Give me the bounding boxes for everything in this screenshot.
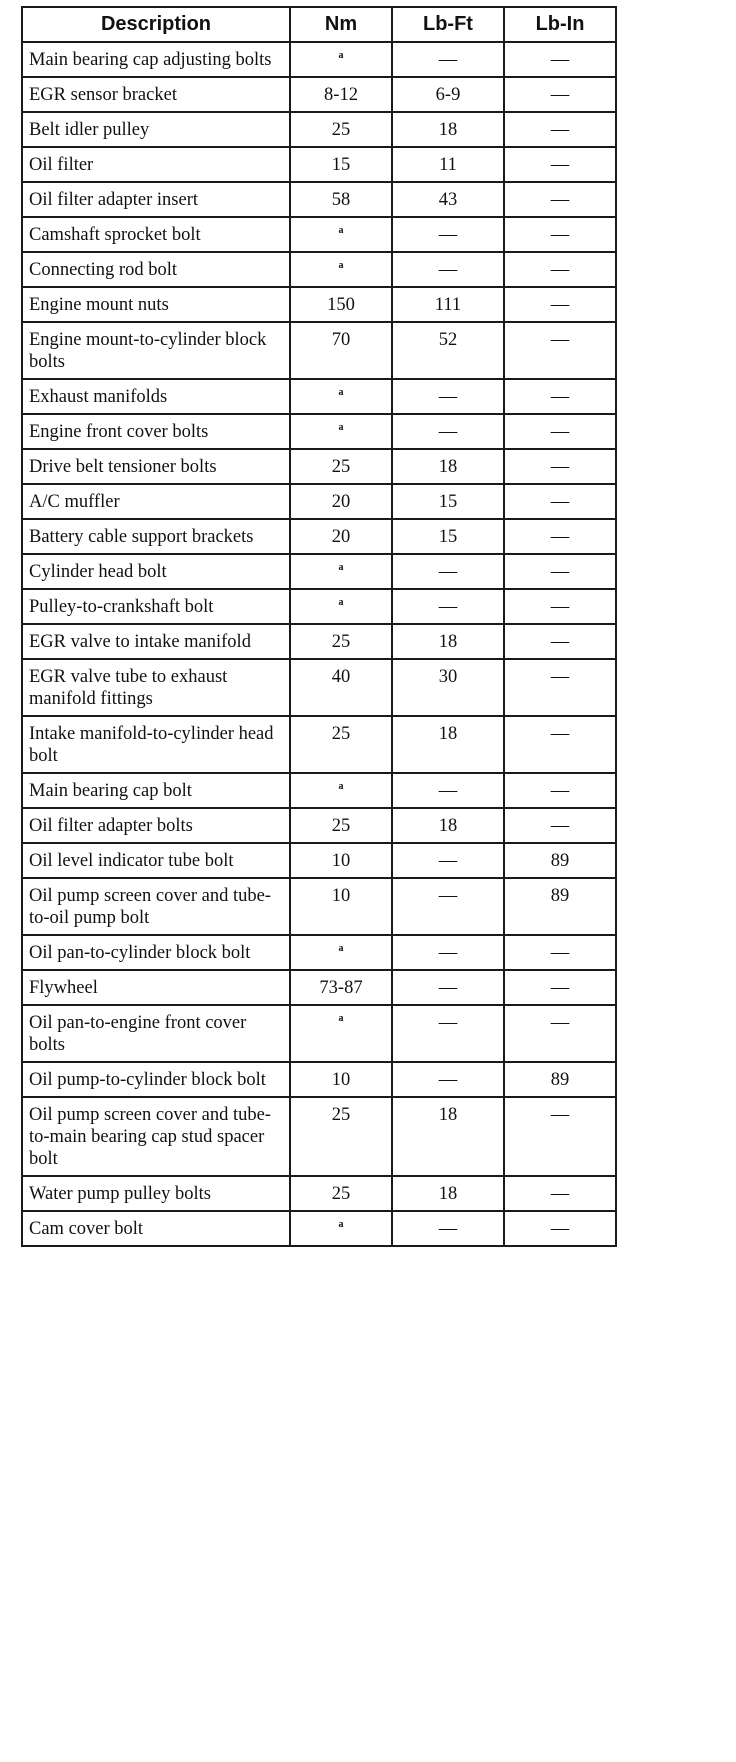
table-header-row <box>22 7 616 42</box>
cell-description: Oil filter adapter bolts <box>22 808 290 843</box>
cell-nm: 25 <box>290 716 392 773</box>
cell-lb-in: — <box>504 716 616 773</box>
cell-lb-ft: — <box>392 935 504 970</box>
cell-nm: 40 <box>290 659 392 716</box>
cell-lb-ft: — <box>392 1005 504 1062</box>
cell-nm: 10 <box>290 878 392 935</box>
cell-lb-in: — <box>504 252 616 287</box>
cell-nm: a <box>290 773 392 808</box>
cell-lb-in: — <box>504 379 616 414</box>
cell-description: Oil pump screen cover and tube-to-oil pump bolt <box>22 878 290 935</box>
cell-lb-ft: — <box>392 970 504 1005</box>
cell-lb-ft: 18 <box>392 808 504 843</box>
cell-lb-in: — <box>504 589 616 624</box>
table-row <box>22 716 616 773</box>
cell-nm: a <box>290 379 392 414</box>
cell-lb-in: — <box>504 42 616 77</box>
table-row <box>22 147 616 182</box>
cell-description: Flywheel <box>22 970 290 1005</box>
cell-nm: 25 <box>290 624 392 659</box>
cell-lb-in: — <box>504 659 616 716</box>
cell-description: Intake manifold-to-cylinder head bolt <box>22 716 290 773</box>
table-row <box>22 77 616 112</box>
cell-lb-in: — <box>504 624 616 659</box>
cell-description: Drive belt tensioner bolts <box>22 449 290 484</box>
table-row <box>22 1062 616 1097</box>
cell-nm: a <box>290 252 392 287</box>
cell-nm: a <box>290 217 392 252</box>
cell-lb-ft: 52 <box>392 322 504 379</box>
cell-lb-ft: 15 <box>392 484 504 519</box>
cell-lb-ft: 18 <box>392 449 504 484</box>
cell-lb-in: — <box>504 414 616 449</box>
table-row <box>22 1097 616 1176</box>
cell-description: Camshaft sprocket bolt <box>22 217 290 252</box>
cell-description: Cylinder head bolt <box>22 554 290 589</box>
table-row <box>22 414 616 449</box>
cell-nm: 73-87 <box>290 970 392 1005</box>
cell-nm: a <box>290 414 392 449</box>
cell-lb-ft: 15 <box>392 519 504 554</box>
cell-lb-in: — <box>504 112 616 147</box>
table-row <box>22 112 616 147</box>
header-description: Description <box>22 7 290 42</box>
cell-lb-in: 89 <box>504 843 616 878</box>
cell-lb-ft: — <box>392 843 504 878</box>
cell-description: Pulley-to-crankshaft bolt <box>22 589 290 624</box>
table-row <box>22 484 616 519</box>
table-body <box>22 42 616 1246</box>
cell-lb-in: — <box>504 147 616 182</box>
cell-nm: 25 <box>290 112 392 147</box>
cell-lb-ft: 18 <box>392 1176 504 1211</box>
cell-lb-ft: 18 <box>392 716 504 773</box>
cell-nm: 25 <box>290 1097 392 1176</box>
cell-lb-ft: — <box>392 878 504 935</box>
cell-description: Oil filter adapter insert <box>22 182 290 217</box>
cell-description: Oil pump-to-cylinder block bolt <box>22 1062 290 1097</box>
header-lb-ft: Lb-Ft <box>392 7 504 42</box>
cell-description: Engine mount nuts <box>22 287 290 322</box>
cell-lb-ft: — <box>392 589 504 624</box>
cell-lb-in: — <box>504 322 616 379</box>
cell-description: EGR valve to intake manifold <box>22 624 290 659</box>
cell-nm: 25 <box>290 449 392 484</box>
cell-lb-in: 89 <box>504 878 616 935</box>
cell-lb-ft: — <box>392 773 504 808</box>
header-lb-in: Lb-In <box>504 7 616 42</box>
cell-lb-ft: — <box>392 42 504 77</box>
table-row <box>22 1005 616 1062</box>
cell-lb-in: — <box>504 217 616 252</box>
cell-nm: a <box>290 42 392 77</box>
cell-nm: a <box>290 935 392 970</box>
table-row <box>22 878 616 935</box>
cell-lb-ft: — <box>392 1062 504 1097</box>
cell-lb-ft: 11 <box>392 147 504 182</box>
cell-description: Oil pan-to-cylinder block bolt <box>22 935 290 970</box>
cell-description: Main bearing cap bolt <box>22 773 290 808</box>
cell-lb-ft: — <box>392 554 504 589</box>
cell-lb-ft: 18 <box>392 112 504 147</box>
cell-description: Connecting rod bolt <box>22 252 290 287</box>
cell-lb-in: — <box>504 773 616 808</box>
cell-lb-ft: 111 <box>392 287 504 322</box>
torque-spec-table-container <box>21 6 615 1247</box>
cell-lb-in: — <box>504 935 616 970</box>
table-row <box>22 217 616 252</box>
cell-lb-in: — <box>504 287 616 322</box>
table-row <box>22 970 616 1005</box>
cell-description: Cam cover bolt <box>22 1211 290 1246</box>
table-row <box>22 843 616 878</box>
cell-description: EGR sensor bracket <box>22 77 290 112</box>
cell-description: Oil level indicator tube bolt <box>22 843 290 878</box>
cell-description: Oil pan-to-engine front cover bolts <box>22 1005 290 1062</box>
cell-lb-in: — <box>504 1176 616 1211</box>
cell-nm: 15 <box>290 147 392 182</box>
cell-description: Water pump pulley bolts <box>22 1176 290 1211</box>
table-row <box>22 935 616 970</box>
cell-nm: a <box>290 1005 392 1062</box>
cell-nm: a <box>290 589 392 624</box>
torque-spec-table <box>21 6 617 1247</box>
table-row <box>22 1176 616 1211</box>
cell-nm: 20 <box>290 484 392 519</box>
cell-lb-in: — <box>504 1097 616 1176</box>
cell-lb-in: 89 <box>504 1062 616 1097</box>
cell-lb-in: — <box>504 182 616 217</box>
table-row <box>22 449 616 484</box>
cell-nm: 20 <box>290 519 392 554</box>
table-row <box>22 773 616 808</box>
table-row <box>22 252 616 287</box>
cell-lb-in: — <box>504 808 616 843</box>
table-row <box>22 808 616 843</box>
cell-lb-ft: — <box>392 252 504 287</box>
cell-description: Belt idler pulley <box>22 112 290 147</box>
cell-lb-in: — <box>504 484 616 519</box>
cell-description: Main bearing cap adjusting bolts <box>22 42 290 77</box>
cell-description: Exhaust manifolds <box>22 379 290 414</box>
cell-description: Oil filter <box>22 147 290 182</box>
header-nm: Nm <box>290 7 392 42</box>
cell-lb-ft: 30 <box>392 659 504 716</box>
cell-lb-in: — <box>504 970 616 1005</box>
cell-description: Engine mount-to-cylinder block bolts <box>22 322 290 379</box>
cell-nm: 70 <box>290 322 392 379</box>
cell-nm: 8-12 <box>290 77 392 112</box>
cell-lb-ft: — <box>392 379 504 414</box>
cell-lb-in: — <box>504 77 616 112</box>
table-row <box>22 554 616 589</box>
table-row <box>22 287 616 322</box>
table-row <box>22 1211 616 1246</box>
cell-lb-ft: — <box>392 414 504 449</box>
cell-description: A/C muffler <box>22 484 290 519</box>
table-row <box>22 379 616 414</box>
cell-nm: 10 <box>290 843 392 878</box>
table-row <box>22 322 616 379</box>
cell-description: EGR valve tube to exhaust manifold fittings <box>22 659 290 716</box>
cell-nm: 150 <box>290 287 392 322</box>
cell-nm: 10 <box>290 1062 392 1097</box>
table-row <box>22 589 616 624</box>
cell-lb-in: — <box>504 554 616 589</box>
cell-lb-in: — <box>504 1211 616 1246</box>
cell-lb-in: — <box>504 519 616 554</box>
table-row <box>22 42 616 77</box>
cell-lb-ft: 6-9 <box>392 77 504 112</box>
cell-lb-ft: 18 <box>392 624 504 659</box>
cell-lb-ft: 43 <box>392 182 504 217</box>
cell-nm: 25 <box>290 1176 392 1211</box>
table-row <box>22 519 616 554</box>
cell-nm: a <box>290 1211 392 1246</box>
cell-description: Oil pump screen cover and tube-to-main bearing cap stud spacer bolt <box>22 1097 290 1176</box>
cell-nm: 58 <box>290 182 392 217</box>
cell-lb-ft: — <box>392 217 504 252</box>
cell-lb-in: — <box>504 449 616 484</box>
cell-lb-ft: 18 <box>392 1097 504 1176</box>
cell-nm: a <box>290 554 392 589</box>
cell-nm: 25 <box>290 808 392 843</box>
table-row <box>22 182 616 217</box>
cell-description: Battery cable support brackets <box>22 519 290 554</box>
cell-description: Engine front cover bolts <box>22 414 290 449</box>
table-row <box>22 659 616 716</box>
table-row <box>22 624 616 659</box>
cell-lb-in: — <box>504 1005 616 1062</box>
cell-lb-ft: — <box>392 1211 504 1246</box>
